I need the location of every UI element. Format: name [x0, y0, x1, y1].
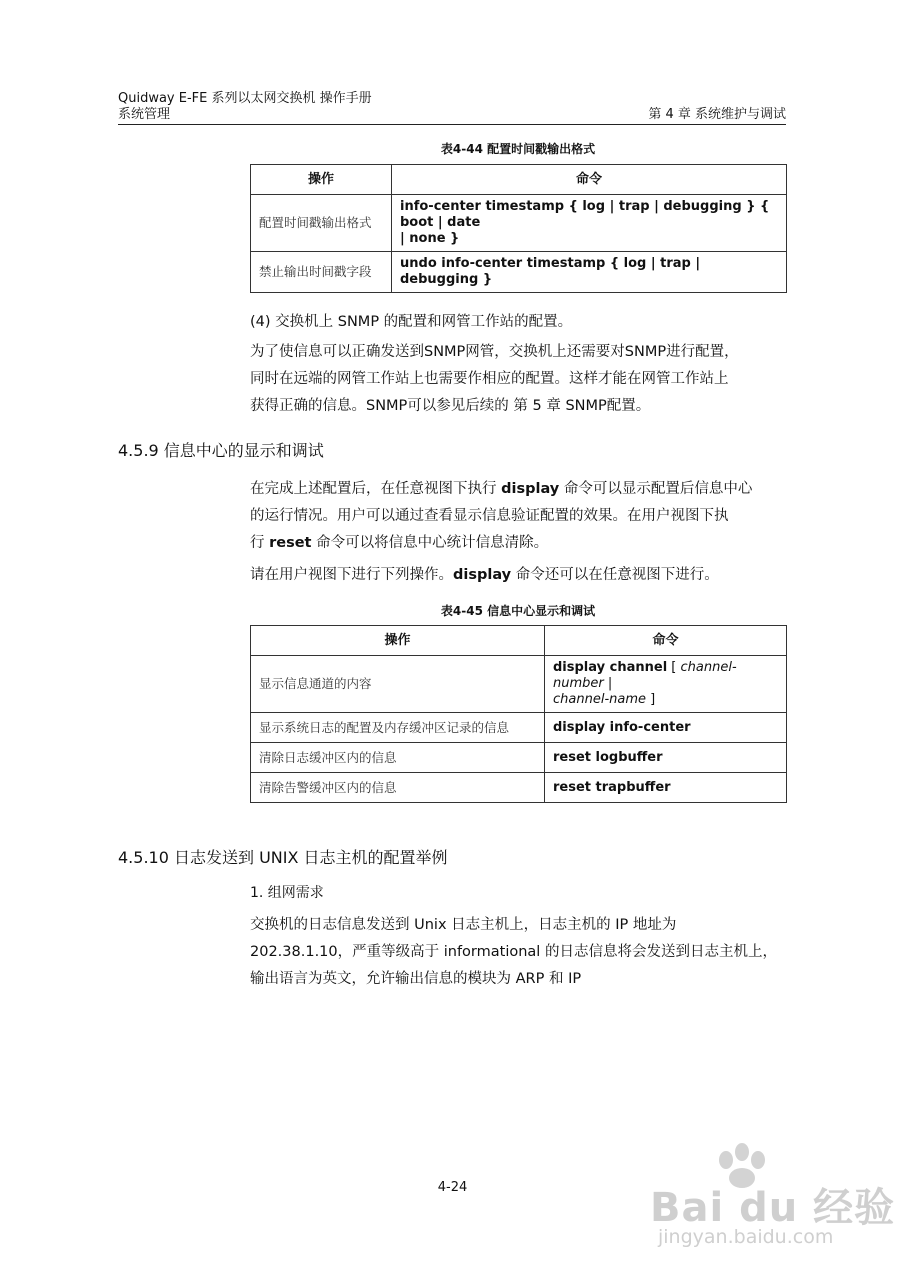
command-keyword: display channel — [553, 660, 668, 675]
page-number: 4-24 — [437, 1180, 468, 1195]
table-cell-operation: 显示系统日志的配置及内存缓冲区记录的信息 — [251, 713, 545, 743]
command-keyword: reset — [269, 535, 312, 551]
header-section: 系统管理 — [118, 107, 171, 122]
section-heading-4-5-10: 4.5.10 日志发送到 UNIX 日志主机的配置举例 — [118, 848, 448, 867]
baidu-jingyan-watermark — [650, 1142, 896, 1252]
command-line: info-center timestamp { log | trap | debugging } { boot | date — [400, 199, 770, 230]
text: 命令可以显示配置后信息中心 — [559, 481, 753, 497]
command-param: channel-number — [553, 660, 737, 691]
header-title: Quidway E-FE 系列以太网交换机 操作手册 — [118, 91, 372, 106]
table-header-operation: 操作 — [251, 626, 545, 656]
subheading: 1. 组网需求 — [250, 885, 324, 901]
paragraph-line — [250, 562, 719, 588]
table-cell-operation: 清除告警缓冲区内的信息 — [251, 773, 545, 803]
command-param: channel-name — [553, 692, 646, 707]
command-keyword: display — [501, 481, 560, 497]
header-rule — [118, 124, 786, 125]
text: 命令还可以在任意视图下进行。 — [511, 567, 719, 583]
table-cell-operation: 清除日志缓冲区内的信息 — [251, 743, 545, 773]
table-cell-command: undo info-center timestamp { log | trap | debugging } — [392, 252, 787, 293]
paragraph-line: 同时在远端的网管工作站上也需要作相应的配置。这样才能在网管工作站上 — [250, 371, 729, 387]
paragraph-line: 为了使信息可以正确发送到SNMP网管，交换机上还需要对SNMP进行配置， — [250, 344, 739, 360]
watermark-url: jingyan.baidu.com — [658, 1226, 834, 1248]
paragraph-line — [250, 530, 548, 556]
paragraph-line: 交换机的日志信息发送到 Unix 日志主机上，日志主机的 IP 地址为 — [250, 917, 677, 933]
table-row — [251, 656, 787, 713]
section-heading-4-5-9: 4.5.9 信息中心的显示和调试 — [118, 441, 324, 460]
text: | — [603, 676, 613, 691]
paragraph-line: 获得正确的信息。SNMP可以参见后续的 第 5 章 SNMP配置。 — [250, 398, 651, 414]
table-cell-operation: 配置时间戳输出格式 — [251, 195, 392, 252]
table-row — [251, 195, 787, 252]
paragraph-line: 输出语言为英文，允许输出信息的模块为 ARP 和 IP — [250, 971, 582, 987]
table-cell-command — [392, 195, 787, 252]
table-cell-command: reset trapbuffer — [545, 773, 787, 803]
table-row — [251, 743, 787, 773]
table-row — [251, 773, 787, 803]
paragraph-line: 的运行情况。用户可以通过查看显示信息验证配置的效果。在用户视图下执 — [250, 508, 729, 524]
text: 命令可以将信息中心统计信息清除。 — [311, 535, 549, 551]
table-cell-command: reset logbuffer — [545, 743, 787, 773]
table-45-caption: 表4-45 信息中心显示和调试 — [440, 604, 596, 618]
text: [ — [667, 660, 681, 675]
table-row — [251, 713, 787, 743]
table-row — [251, 252, 787, 293]
command-keyword: display — [453, 567, 512, 583]
text: 在完成上述配置后，在任意视图下执行 — [250, 481, 502, 497]
table-header-command: 命令 — [545, 626, 787, 656]
table-44-caption: 表4-44 配置时间戳输出格式 — [440, 142, 596, 156]
text: 请在用户视图下进行下列操作。 — [250, 567, 453, 583]
table-cell-operation: 禁止输出时间戳字段 — [251, 252, 392, 293]
table-45 — [250, 625, 787, 803]
text: ] — [646, 692, 656, 707]
table-cell-command — [545, 656, 787, 713]
text: 行 — [250, 535, 270, 551]
command-line: | none } — [400, 231, 460, 246]
table-cell-operation: 显示信息通道的内容 — [251, 656, 545, 713]
watermark-brand: Bai du 经验 — [650, 1185, 896, 1231]
header-chapter: 第 4 章 系统维护与调试 — [648, 107, 786, 122]
paragraph-line — [250, 476, 752, 502]
table-44 — [250, 164, 787, 293]
table-header-operation: 操作 — [251, 165, 392, 195]
step-4-title: (4) 交换机上 SNMP 的配置和网管工作站的配置。 — [250, 314, 573, 330]
table-header-command: 命令 — [392, 165, 787, 195]
table-cell-command: display info-center — [545, 713, 787, 743]
paragraph-line: 202.38.1.10，严重等级高于 informational 的日志信息将会发送到日志主机上， — [250, 944, 777, 960]
